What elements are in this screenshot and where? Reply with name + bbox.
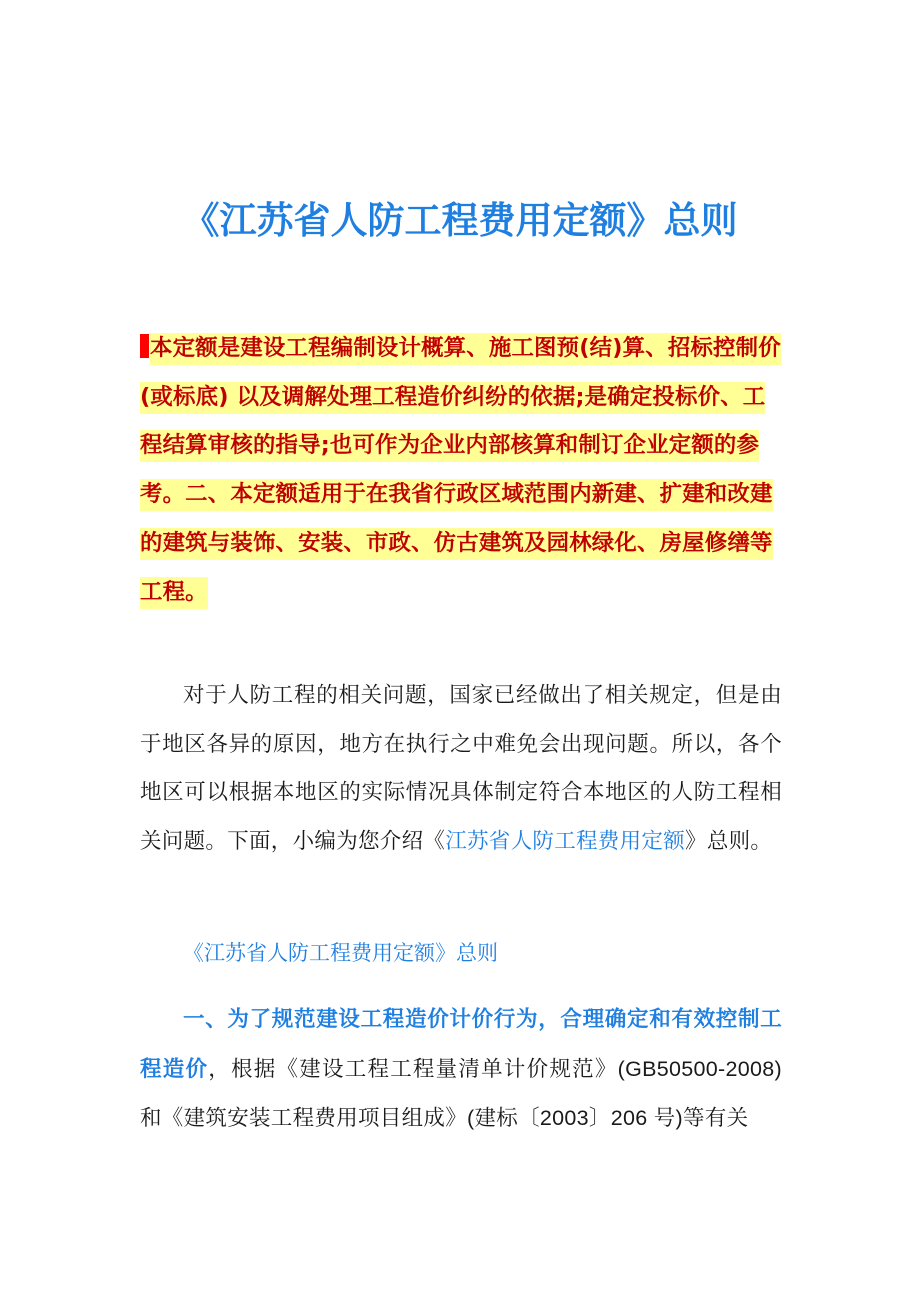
- rule-one-text-b: 和《建筑安装工程费用项目组成》: [140, 1106, 468, 1131]
- highlighted-paragraph: [140, 324, 785, 616]
- rule-one-code-a: (GB50500-2008): [617, 1056, 782, 1081]
- rule-one-text-c: 等有关: [683, 1106, 749, 1131]
- intro-text-before: 对于人防工程的相关问题，国家已经做出了相关规定，但是由于地区各异的原因，地方在执行之中难免会出现问题。所以，各个地区可以根据本地区的实际情况具体制定符合本地区的人防工程相关问题。下面，小编为您介绍《: [140, 683, 782, 854]
- section-subheading: 《江苏省人防工程费用定额》总则: [183, 941, 498, 965]
- rule-one-paragraph: [140, 996, 782, 1144]
- document-title: 《江苏省人防工程费用定额》总则: [182, 199, 738, 242]
- intro-text-after: 》总则。: [685, 828, 773, 854]
- rule-one-code-b: (建标〔2003〕206 号): [467, 1106, 684, 1130]
- red-marker-icon: [140, 334, 149, 358]
- rule-one-lead: 一、为了规范建设工程造价计价行为，合理确定和有效控制工程造价: [140, 1007, 782, 1082]
- rule-one-text-a: ，根据《建设工程工程量清单计价规范》: [208, 1056, 618, 1082]
- highlighted-text: 本定额是建设工程编制设计概算、施工图预(结)算、招标控制价(或标底) 以及调解处理工程造价纠纷的依据;是确定投标价、工程结算审核的指导;也可作为企业内部核算和制订企业定额的参考。二、本定额适用于在我省行政区域范围内新建、扩建和改建的建筑与装饰、安装、市政、仿古建筑及园林绿化、房屋修缮等工程。: [140, 333, 781, 609]
- intro-link-text[interactable]: 江苏省人防工程费用定额: [445, 828, 686, 854]
- intro-paragraph: [140, 672, 782, 866]
